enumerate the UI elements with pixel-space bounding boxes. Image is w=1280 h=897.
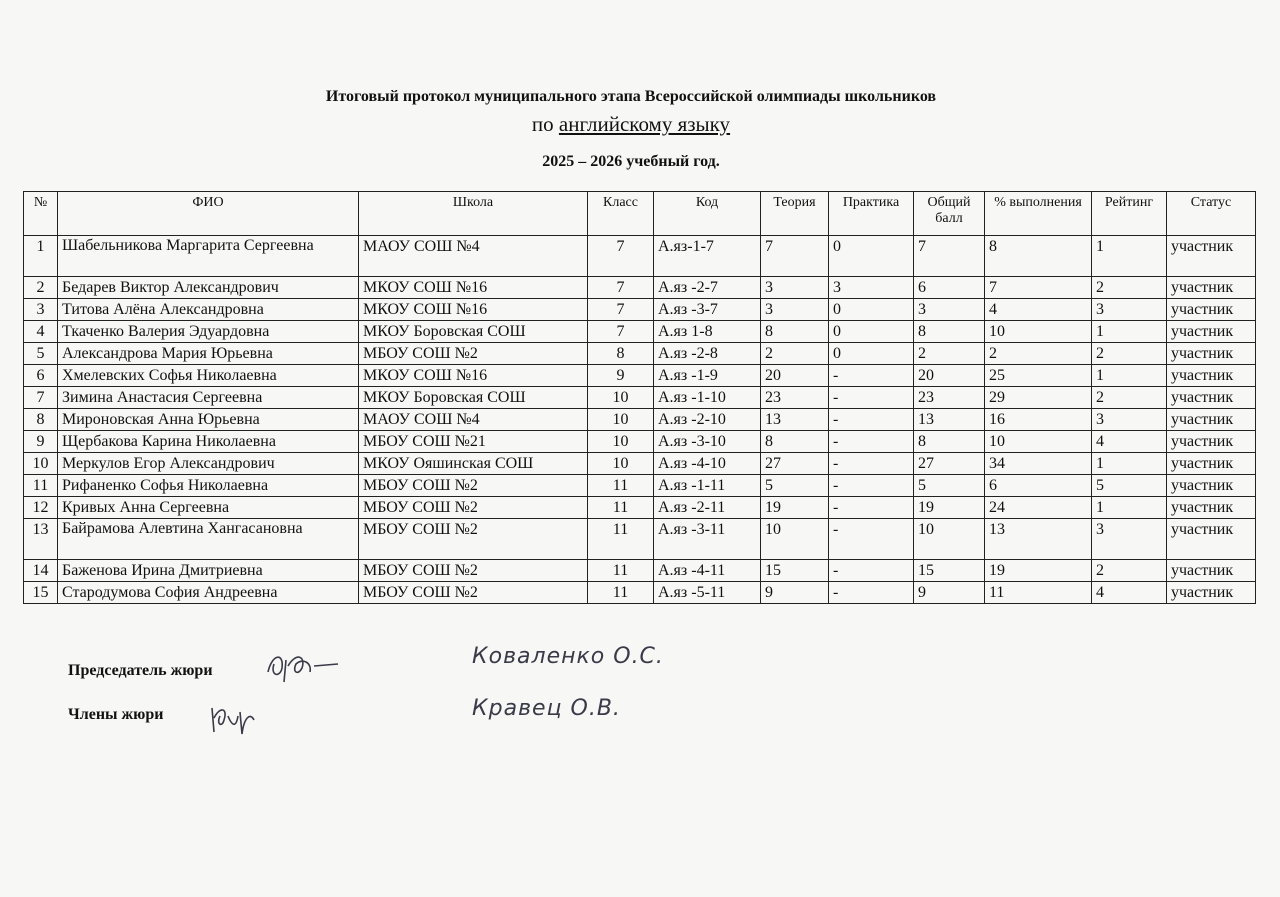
row-rating: 4 bbox=[1092, 582, 1167, 604]
table-row bbox=[24, 277, 1256, 299]
row-practice: - bbox=[829, 453, 914, 475]
row-num: 2 bbox=[24, 277, 58, 299]
row-status: участник bbox=[1167, 475, 1256, 497]
row-code: А.яз -1-10 bbox=[654, 387, 761, 409]
row-num: 13 bbox=[24, 519, 58, 560]
row-status: участник bbox=[1167, 299, 1256, 321]
row-rating: 1 bbox=[1092, 453, 1167, 475]
row-percent: 4 bbox=[985, 299, 1092, 321]
row-num: 14 bbox=[24, 560, 58, 582]
row-practice: 0 bbox=[829, 321, 914, 343]
row-percent: 29 bbox=[985, 387, 1092, 409]
row-school: МКОУ Ояшинская СОШ bbox=[359, 453, 588, 475]
row-status: участник bbox=[1167, 387, 1256, 409]
row-total: 19 bbox=[914, 497, 985, 519]
row-percent: 7 bbox=[985, 277, 1092, 299]
row-school: МБОУ СОШ №2 bbox=[359, 475, 588, 497]
member-name: Кравец О.В. bbox=[472, 696, 621, 721]
chair-signature bbox=[262, 642, 342, 688]
col-header-code: Код bbox=[654, 192, 761, 236]
row-name: Меркулов Егор Александрович bbox=[58, 453, 359, 475]
row-theory: 9 bbox=[761, 582, 829, 604]
table-row bbox=[24, 519, 1256, 560]
members-label: Члены жюри bbox=[68, 706, 164, 723]
row-school: МАОУ СОШ №4 bbox=[359, 409, 588, 431]
document-title: Итоговый протокол муниципального этапа Всероссийской олимпиады школьников bbox=[325, 88, 937, 105]
row-num: 3 bbox=[24, 299, 58, 321]
row-total: 10 bbox=[914, 519, 985, 560]
row-theory: 2 bbox=[761, 343, 829, 365]
table-row bbox=[24, 409, 1256, 431]
row-grade: 7 bbox=[588, 277, 654, 299]
row-total: 27 bbox=[914, 453, 985, 475]
row-name: Ткаченко Валерия Эдуардовна bbox=[58, 321, 359, 343]
row-percent: 34 bbox=[985, 453, 1092, 475]
table-row bbox=[24, 321, 1256, 343]
row-num: 11 bbox=[24, 475, 58, 497]
row-total: 6 bbox=[914, 277, 985, 299]
row-rating: 1 bbox=[1092, 365, 1167, 387]
row-percent: 2 bbox=[985, 343, 1092, 365]
table-row bbox=[24, 343, 1256, 365]
row-percent: 16 bbox=[985, 409, 1092, 431]
row-grade: 11 bbox=[588, 475, 654, 497]
row-total: 3 bbox=[914, 299, 985, 321]
row-percent: 24 bbox=[985, 497, 1092, 519]
row-theory: 8 bbox=[761, 431, 829, 453]
row-total: 5 bbox=[914, 475, 985, 497]
row-num: 15 bbox=[24, 582, 58, 604]
row-code: А.яз -4-11 bbox=[654, 560, 761, 582]
row-theory: 5 bbox=[761, 475, 829, 497]
row-school: МКОУ СОШ №16 bbox=[359, 299, 588, 321]
col-header-name: ФИО bbox=[58, 192, 359, 236]
row-practice: - bbox=[829, 582, 914, 604]
row-grade: 8 bbox=[588, 343, 654, 365]
row-grade: 11 bbox=[588, 560, 654, 582]
row-num: 9 bbox=[24, 431, 58, 453]
row-name: Александрова Мария Юрьевна bbox=[58, 343, 359, 365]
row-name: Мироновская Анна Юрьевна bbox=[58, 409, 359, 431]
row-grade: 10 bbox=[588, 453, 654, 475]
row-rating: 2 bbox=[1092, 387, 1167, 409]
col-header-num: № bbox=[24, 192, 58, 236]
row-theory: 23 bbox=[761, 387, 829, 409]
row-rating: 3 bbox=[1092, 299, 1167, 321]
row-name: Кривых Анна Сергеевна bbox=[58, 497, 359, 519]
row-total: 15 bbox=[914, 560, 985, 582]
row-grade: 7 bbox=[588, 236, 654, 277]
row-school: МКОУ СОШ №16 bbox=[359, 365, 588, 387]
chair-name: Коваленко О.С. bbox=[472, 644, 664, 669]
row-num: 12 bbox=[24, 497, 58, 519]
row-theory: 27 bbox=[761, 453, 829, 475]
table-row bbox=[24, 453, 1256, 475]
row-total: 23 bbox=[914, 387, 985, 409]
row-code: А.яз -2-7 bbox=[654, 277, 761, 299]
row-num: 10 bbox=[24, 453, 58, 475]
row-practice: - bbox=[829, 475, 914, 497]
row-total: 20 bbox=[914, 365, 985, 387]
row-school: МБОУ СОШ №2 bbox=[359, 343, 588, 365]
row-code: А.яз -5-11 bbox=[654, 582, 761, 604]
table-row bbox=[24, 431, 1256, 453]
row-practice: 3 bbox=[829, 277, 914, 299]
row-num: 5 bbox=[24, 343, 58, 365]
row-rating: 1 bbox=[1092, 497, 1167, 519]
row-percent: 8 bbox=[985, 236, 1092, 277]
row-rating: 3 bbox=[1092, 519, 1167, 560]
row-school: МКОУ Боровская СОШ bbox=[359, 387, 588, 409]
row-code: А.яз -4-10 bbox=[654, 453, 761, 475]
row-theory: 3 bbox=[761, 299, 829, 321]
row-practice: - bbox=[829, 409, 914, 431]
row-grade: 7 bbox=[588, 299, 654, 321]
row-theory: 8 bbox=[761, 321, 829, 343]
col-header-school: Школа bbox=[359, 192, 588, 236]
row-name: Байрамова Алевтина Хангасановна bbox=[58, 519, 359, 560]
row-code: А.яз -2-10 bbox=[654, 409, 761, 431]
row-status: участник bbox=[1167, 321, 1256, 343]
row-name: Хмелевских Софья Николаевна bbox=[58, 365, 359, 387]
row-practice: - bbox=[829, 387, 914, 409]
row-rating: 1 bbox=[1092, 236, 1167, 277]
row-status: участник bbox=[1167, 365, 1256, 387]
row-status: участник bbox=[1167, 519, 1256, 560]
row-rating: 2 bbox=[1092, 277, 1167, 299]
row-practice: - bbox=[829, 497, 914, 519]
row-total: 2 bbox=[914, 343, 985, 365]
subject-name: английскому языку bbox=[558, 112, 731, 136]
row-status: участник bbox=[1167, 582, 1256, 604]
table-row bbox=[24, 560, 1256, 582]
row-school: МБОУ СОШ №2 bbox=[359, 560, 588, 582]
row-status: участник bbox=[1167, 277, 1256, 299]
row-school: МКОУ СОШ №16 bbox=[359, 277, 588, 299]
row-practice: - bbox=[829, 431, 914, 453]
table-row bbox=[24, 387, 1256, 409]
row-total: 13 bbox=[914, 409, 985, 431]
row-code: А.яз -3-7 bbox=[654, 299, 761, 321]
member-signature bbox=[204, 698, 260, 740]
row-school: МБОУ СОШ №2 bbox=[359, 582, 588, 604]
row-grade: 10 bbox=[588, 387, 654, 409]
row-school: МАОУ СОШ №4 bbox=[359, 236, 588, 277]
row-status: участник bbox=[1167, 453, 1256, 475]
row-status: участник bbox=[1167, 497, 1256, 519]
col-header-status: Статус bbox=[1167, 192, 1256, 236]
row-status: участник bbox=[1167, 431, 1256, 453]
row-rating: 1 bbox=[1092, 321, 1167, 343]
row-name: Титова Алёна Александровна bbox=[58, 299, 359, 321]
row-grade: 10 bbox=[588, 409, 654, 431]
col-header-grade: Класс bbox=[588, 192, 654, 236]
row-theory: 3 bbox=[761, 277, 829, 299]
row-total: 7 bbox=[914, 236, 985, 277]
col-header-practice: Практика bbox=[829, 192, 914, 236]
row-num: 4 bbox=[24, 321, 58, 343]
table-row bbox=[24, 582, 1256, 604]
row-code: А.яз -2-11 bbox=[654, 497, 761, 519]
row-status: участник bbox=[1167, 236, 1256, 277]
row-total: 8 bbox=[914, 321, 985, 343]
row-school: МКОУ Боровская СОШ bbox=[359, 321, 588, 343]
row-percent: 6 bbox=[985, 475, 1092, 497]
row-grade: 11 bbox=[588, 519, 654, 560]
col-header-percent: % выполнения bbox=[985, 192, 1092, 236]
row-name: Щербакова Карина Николаевна bbox=[58, 431, 359, 453]
table-row bbox=[24, 475, 1256, 497]
row-theory: 20 bbox=[761, 365, 829, 387]
row-num: 6 bbox=[24, 365, 58, 387]
row-rating: 2 bbox=[1092, 343, 1167, 365]
row-percent: 19 bbox=[985, 560, 1092, 582]
col-header-theory: Теория bbox=[761, 192, 829, 236]
row-status: участник bbox=[1167, 343, 1256, 365]
row-code: А.яз-1-7 bbox=[654, 236, 761, 277]
row-percent: 13 bbox=[985, 519, 1092, 560]
row-grade: 11 bbox=[588, 582, 654, 604]
row-rating: 5 bbox=[1092, 475, 1167, 497]
row-rating: 4 bbox=[1092, 431, 1167, 453]
row-total: 8 bbox=[914, 431, 985, 453]
row-theory: 19 bbox=[761, 497, 829, 519]
row-num: 8 bbox=[24, 409, 58, 431]
chair-label: Председатель жюри bbox=[68, 662, 213, 679]
subject-prefix: по bbox=[531, 112, 554, 136]
row-percent: 10 bbox=[985, 431, 1092, 453]
row-num: 7 bbox=[24, 387, 58, 409]
row-grade: 9 bbox=[588, 365, 654, 387]
row-practice: - bbox=[829, 560, 914, 582]
row-code: А.яз 1-8 bbox=[654, 321, 761, 343]
row-practice: 0 bbox=[829, 299, 914, 321]
row-code: А.яз -1-9 bbox=[654, 365, 761, 387]
col-header-rating: Рейтинг bbox=[1092, 192, 1167, 236]
row-percent: 25 bbox=[985, 365, 1092, 387]
academic-year: 2025 – 2026 учебный год. bbox=[542, 153, 720, 170]
row-name: Стародумова София Андреевна bbox=[58, 582, 359, 604]
row-rating: 2 bbox=[1092, 560, 1167, 582]
table-row bbox=[24, 299, 1256, 321]
table-header-row bbox=[24, 192, 1256, 236]
row-practice: 0 bbox=[829, 343, 914, 365]
row-status: участник bbox=[1167, 560, 1256, 582]
row-name: Шабельникова Маргарита Сергеевна bbox=[58, 236, 359, 277]
col-header-total: Общий балл bbox=[914, 192, 985, 236]
row-practice: 0 bbox=[829, 236, 914, 277]
row-grade: 7 bbox=[588, 321, 654, 343]
row-name: Бедарев Виктор Александрович bbox=[58, 277, 359, 299]
row-status: участник bbox=[1167, 409, 1256, 431]
row-num: 1 bbox=[24, 236, 58, 277]
table-row bbox=[24, 497, 1256, 519]
row-theory: 10 bbox=[761, 519, 829, 560]
row-name: Зимина Анастасия Сергеевна bbox=[58, 387, 359, 409]
row-practice: - bbox=[829, 519, 914, 560]
document-subject-line bbox=[0, 112, 1262, 137]
row-name: Рифаненко Софья Николаевна bbox=[58, 475, 359, 497]
table-row bbox=[24, 236, 1256, 277]
row-code: А.яз -3-11 bbox=[654, 519, 761, 560]
row-grade: 10 bbox=[588, 431, 654, 453]
row-theory: 15 bbox=[761, 560, 829, 582]
row-name: Баженова Ирина Дмитриевна bbox=[58, 560, 359, 582]
row-rating: 3 bbox=[1092, 409, 1167, 431]
row-code: А.яз -1-11 bbox=[654, 475, 761, 497]
row-total: 9 bbox=[914, 582, 985, 604]
row-percent: 10 bbox=[985, 321, 1092, 343]
row-code: А.яз -3-10 bbox=[654, 431, 761, 453]
row-percent: 11 bbox=[985, 582, 1092, 604]
table-row bbox=[24, 365, 1256, 387]
row-grade: 11 bbox=[588, 497, 654, 519]
row-practice: - bbox=[829, 365, 914, 387]
row-school: МБОУ СОШ №2 bbox=[359, 519, 588, 560]
results-table bbox=[23, 191, 1256, 604]
row-school: МБОУ СОШ №21 bbox=[359, 431, 588, 453]
row-school: МБОУ СОШ №2 bbox=[359, 497, 588, 519]
row-theory: 7 bbox=[761, 236, 829, 277]
row-code: А.яз -2-8 bbox=[654, 343, 761, 365]
row-theory: 13 bbox=[761, 409, 829, 431]
